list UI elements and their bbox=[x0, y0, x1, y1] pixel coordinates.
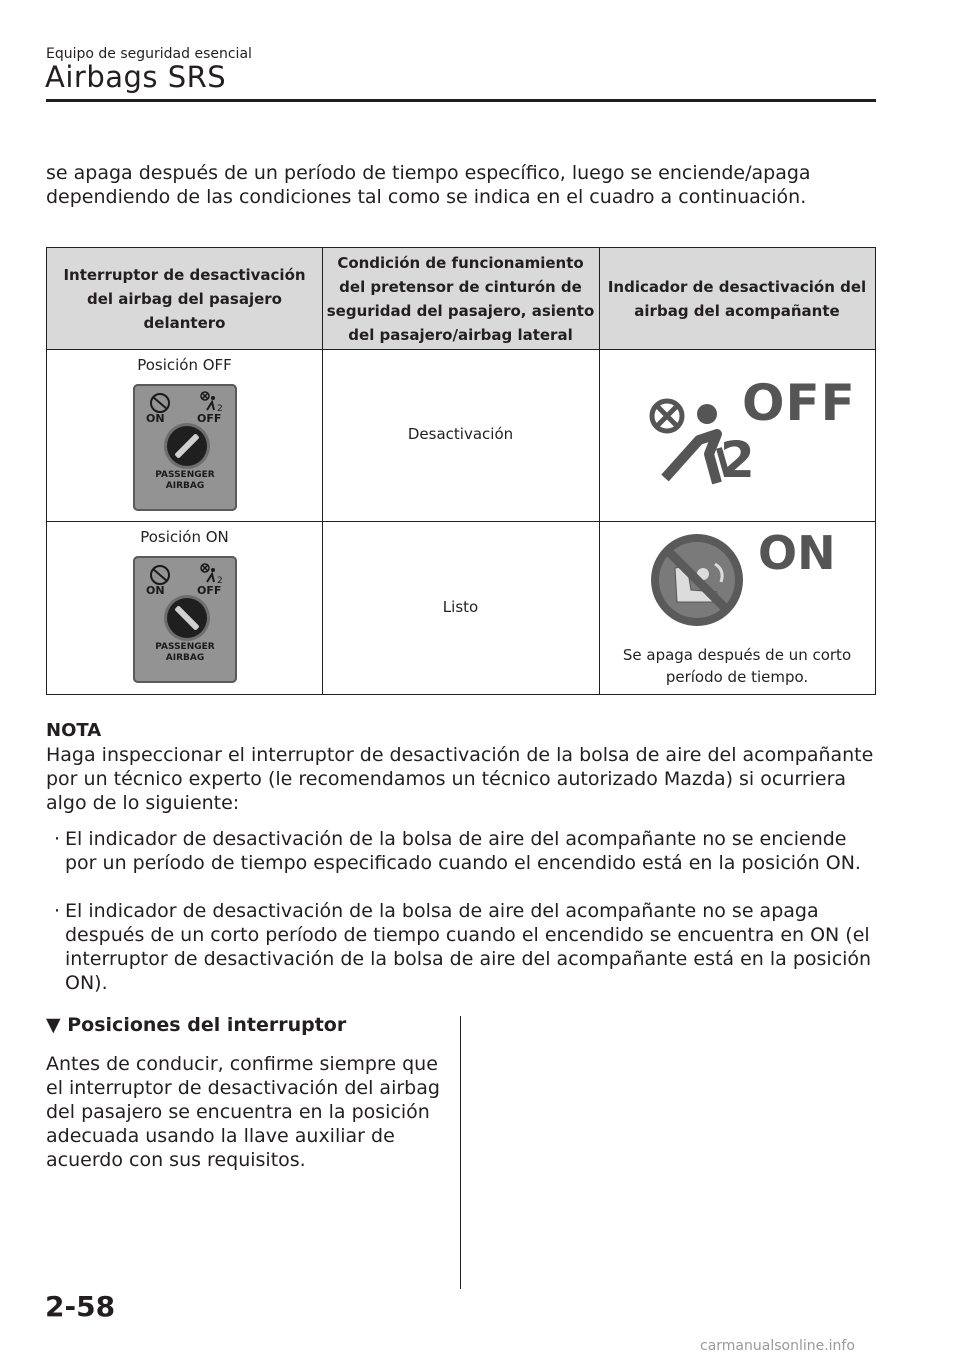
svg-text:2: 2 bbox=[217, 576, 223, 584]
note-body: Haga inspeccionar el interruptor de desactivación de la bolsa de aire del acompañante por un técnico experto (le recomendamos un técnico autorizado Mazda) si ocurriera algo de lo siguiente: bbox=[46, 744, 874, 814]
switch-off-label: OFF bbox=[197, 412, 222, 425]
child-seat-prohibited-icon bbox=[647, 530, 747, 630]
indicator-number: 2 bbox=[720, 431, 755, 489]
bullet-text: El indicador de desactivación de la bolsa de aire del acompañante no se enciende por un período de tiempo especificado cuando el encendido está en la posición ON. bbox=[65, 828, 861, 874]
status-table bbox=[46, 247, 876, 695]
table-header-switch: Interruptor de desactivación del airbag del pasajero delantero bbox=[47, 248, 322, 350]
switch-on-label: ON bbox=[146, 584, 165, 597]
indicator-on-text: ON bbox=[758, 526, 836, 580]
row-on-position: Posición ON bbox=[140, 528, 229, 546]
switch-on-image bbox=[133, 556, 237, 683]
airbag-off-icon bbox=[199, 390, 225, 412]
bullet-text: El indicador de desactivación de la bolsa de aire del acompañante no se apaga después de un corto período de tiempo cuando el encendido se encuentra en ON (el interruptor de desactivación de la bolsa de aire del acompañante está en la posición ON). bbox=[65, 900, 872, 994]
subsection-body: Antes de conducir, confirme siempre que el interruptor de desactivación del airbag del pasajero se encuentra en la posición adecuada usando la llave auxiliar de acuerdo con sus requisitos. bbox=[46, 1053, 440, 1171]
switch-caption: PASSENGER AIRBAG bbox=[155, 470, 215, 491]
row-off-condition: Desactivación bbox=[407, 425, 514, 443]
note-title: NOTA bbox=[46, 720, 102, 741]
table-divider bbox=[322, 248, 323, 694]
table-header-indicator: Indicador de desactivación del airbag del acompañante bbox=[599, 248, 875, 350]
triangle-down-icon: ▼ bbox=[46, 1014, 61, 1036]
indicator-off-text: OFF bbox=[742, 374, 856, 432]
table-divider bbox=[599, 248, 600, 694]
table-header-condition: Condición de funcionamiento del pretensor de cinturón de seguridad del pasajero, asiento del pasajero/airbag lateral bbox=[322, 248, 599, 350]
svg-text:2: 2 bbox=[217, 404, 223, 412]
indicator-note: Se apaga después de un corto período de tiempo. bbox=[622, 646, 852, 686]
header-rule bbox=[46, 99, 876, 102]
switch-on-label: ON bbox=[146, 412, 165, 425]
subsection-heading: ▼ Posiciones del interruptor bbox=[46, 1014, 347, 1036]
section-label: Equipo de seguridad esencial bbox=[46, 46, 252, 62]
switch-knob bbox=[167, 598, 207, 638]
page-number: 2-58 bbox=[45, 1290, 116, 1323]
bullet-dot: · bbox=[54, 828, 61, 850]
child-seat-icon bbox=[149, 393, 171, 413]
switch-knob bbox=[167, 426, 207, 466]
watermark: carmanualsonline.info bbox=[700, 1338, 855, 1354]
intro-paragraph: se apaga después de un período de tiempo específico, luego se enciende/apaga dependiendo de las condiciones tal como se indica en el cuadro a continuación. bbox=[46, 162, 811, 208]
row-off-position: Posición OFF bbox=[137, 356, 232, 374]
switch-caption: PASSENGER AIRBAG bbox=[155, 642, 215, 663]
switch-off-label: OFF bbox=[197, 584, 222, 597]
column-divider bbox=[460, 1016, 461, 1289]
note-bullet bbox=[46, 827, 876, 899]
bullet-dot: · bbox=[54, 900, 61, 922]
airbag-off-icon bbox=[199, 562, 225, 584]
note-bullet bbox=[46, 899, 876, 995]
chapter-title: Airbags SRS bbox=[45, 60, 227, 94]
child-seat-icon bbox=[149, 565, 171, 585]
switch-off-image bbox=[133, 384, 237, 511]
table-divider bbox=[47, 521, 875, 522]
row-on-condition: Listo bbox=[442, 598, 479, 616]
